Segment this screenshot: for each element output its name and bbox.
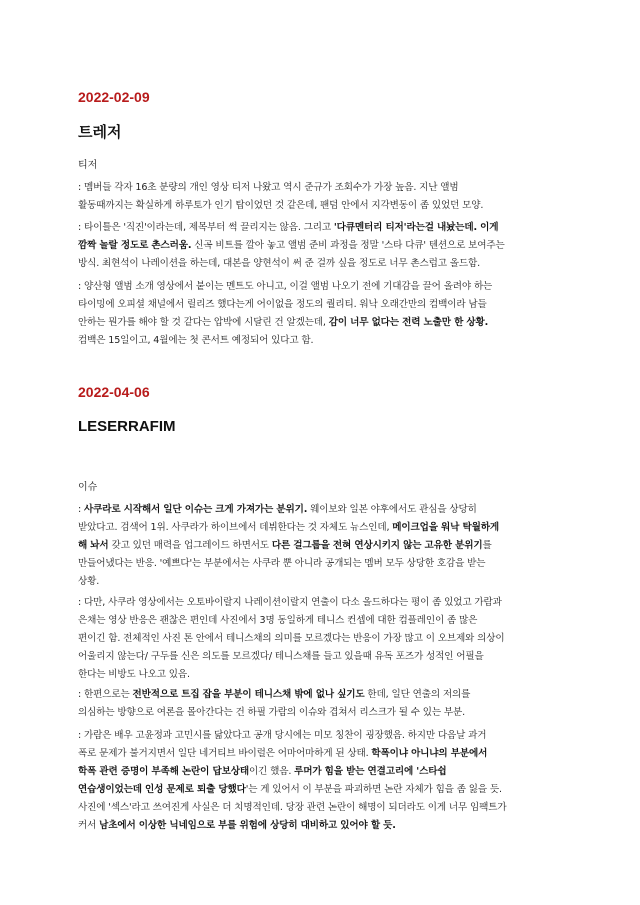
text-run: : 타이틀은 '직진'이라는데, 제목부터 썩 끌리지는 않음. 그리고 xyxy=(78,222,334,233)
paragraph-line xyxy=(78,237,568,255)
paragraph-line xyxy=(78,179,568,197)
paragraph-line xyxy=(78,666,568,684)
paragraph-line xyxy=(78,763,568,781)
bold-text: '다큐멘터리 티저'라는걸 내놨는데. 이게 xyxy=(333,222,499,233)
paragraph xyxy=(78,219,568,273)
bold-text: 남초에서 이상한 닉네임으로 부를 위험에 상당히 대비하고 있어야 할 듯. xyxy=(99,820,396,831)
bold-text: 학폭이냐 아니냐의 부분에서 xyxy=(371,748,488,759)
text-run: 를 xyxy=(482,540,492,551)
paragraph-line xyxy=(78,314,568,332)
text-run: : 가람은 배우 고윤정과 고민시를 닮았다고 공개 당시에는 미모 칭찬이 굉장했음. 하지만 다음날 과거 xyxy=(78,730,487,741)
bold-text: 루머가 힘을 받는 연결고리에 '스타쉽 xyxy=(294,766,447,777)
section-title: 트레저 xyxy=(78,124,122,141)
bold-text: 학폭 관련 증명이 부족해 논란이 답보상태 xyxy=(78,766,249,777)
paragraph-line xyxy=(78,278,568,296)
text-run: 만들어냈다는 반응. '예쁘다'는 부분에서는 사쿠라 뿐 아니라 공개되는 멤버 모두 상당한 호감을 받는 xyxy=(78,558,486,569)
bold-text: 사쿠라로 시작해서 일단 이슈는 크게 가져가는 분위기. xyxy=(83,504,308,515)
paragraph-line xyxy=(78,781,568,799)
text-run: : xyxy=(78,504,84,515)
paragraph-line xyxy=(78,648,568,666)
bold-text: 해 놔서 xyxy=(78,540,109,551)
paragraph-line xyxy=(78,555,568,573)
paragraph-line xyxy=(78,630,568,648)
paragraph-line xyxy=(78,537,568,555)
paragraph-line xyxy=(78,255,568,273)
text-run: 은채는 영상 반응은 괜찮은 편인데 사진에서 3명 동일하게 테니스 컨셉에 대한 컴플레인이 좀 많은 xyxy=(78,615,478,626)
text-run: 타이밍에 오피셜 채널에서 릴리즈 했다는게 어이없을 정도의 퀄리티. 워낙 오래간만의 컴백이라 남들 xyxy=(78,299,487,310)
text-run: 이긴 했음. xyxy=(248,766,295,777)
text-run: 상황. xyxy=(78,576,100,587)
bold-text: 연습생이었는데 인성 문제로 퇴출 당했다 xyxy=(78,784,246,795)
bold-text: 다른 걸그룹을 전혀 연상시키지 않는 고유한 분위기 xyxy=(271,540,483,551)
text-run: 방식. 최현석이 나레이션을 하는데, 대본을 양현석이 써 준 걸까 싶을 정도로 너무 촌스럽고 올드함. xyxy=(78,258,480,269)
paragraph-line xyxy=(78,612,568,630)
paragraph-line xyxy=(78,573,568,591)
paragraph-line xyxy=(78,594,568,612)
paragraph-line xyxy=(78,197,568,215)
text-run: 활동때까지는 확실하게 하루토가 인기 탑이었던 것 같은데, 팬덤 안에서 지각변동이 좀 있었던 모양. xyxy=(78,200,484,211)
bold-text: 메이크업을 워낙 탁월하게 xyxy=(392,522,499,533)
text-run: 폭로 문제가 불거지면서 일단 네거티브 바이럴은 어마어마하게 된 상태. xyxy=(78,748,372,759)
paragraph-line xyxy=(78,704,568,722)
bold-text: 감이 너무 없다는 전력 노출만 한 상황. xyxy=(328,317,489,328)
paragraph xyxy=(78,179,568,215)
text-run: 한다는 비방도 나오고 있음. xyxy=(78,669,190,680)
text-run: 어울리지 않는다/ 구두를 신은 의도를 모르겠다/ 테니스채를 들고 있을때 유독 포즈가 성적인 어필을 xyxy=(78,651,484,662)
bold-text: 깜짝 놀랄 정도로 촌스러움. xyxy=(78,240,192,251)
paragraph-line xyxy=(78,332,568,350)
paragraph-line xyxy=(78,727,568,745)
text-run: 갖고 있던 매력을 업그레이드 하면서도 xyxy=(108,540,272,551)
text-run: 의심하는 방향으로 여론을 몰아간다는 건 하필 가람의 이슈와 겹쳐서 리스크가 될 수 있는 부분. xyxy=(78,707,466,718)
text-run: : 멤버들 각자 16초 분량의 개인 영상 티저 나왔고 역시 준규가 조회수가 가장 높음. 지난 앨범 xyxy=(78,182,459,193)
paragraph-line xyxy=(78,296,568,314)
text-run: '는 게 있어서 이 부분을 파괴하면 논란 자체가 힘을 좀 잃을 듯. xyxy=(245,784,502,795)
paragraph-line xyxy=(78,219,568,237)
text-run: 웨이보와 일본 야후에서도 관심을 상당히 xyxy=(307,504,477,515)
section-date: 2022-04-06 xyxy=(78,384,150,400)
section-subhead: 티저 xyxy=(78,160,98,171)
paragraph xyxy=(78,727,568,835)
paragraph-line xyxy=(78,501,568,519)
text-run: 한데, 일단 연출의 저의를 xyxy=(364,689,471,700)
text-run: 컴백은 15일이고, 4월에는 첫 콘서트 예정되어 있다고 함. xyxy=(78,335,314,346)
text-run: 받았다고. 검색어 1위. 사쿠라가 하이브에서 데뷔한다는 것 자체도 뉴스인데, xyxy=(78,522,393,533)
paragraph-line xyxy=(78,519,568,537)
section-title: LESERRAFIM xyxy=(78,418,176,435)
paragraph xyxy=(78,501,568,591)
section-date: 2022-02-09 xyxy=(78,89,150,105)
text-run: : 한편으로는 xyxy=(78,689,133,700)
text-run: 사진에 '섹스'라고 쓰여진게 사실은 더 치명적인데. 당장 관련 논란이 해명이 되더라도 이게 너무 임팩트가 xyxy=(78,802,507,813)
paragraph-line xyxy=(78,817,568,835)
text-run: : 양산형 앨범 소개 영상에서 붙이는 멘트도 아니고, 이걸 앨범 나오기 전에 기대감을 끌어 올려야 하는 xyxy=(78,281,493,292)
paragraph xyxy=(78,594,568,684)
text-run: 커서 xyxy=(78,820,100,831)
text-run: 신곡 비트를 깔아 놓고 앨범 준비 과정을 정말 '스타 다큐' 텐션으로 보여주는 xyxy=(191,240,505,251)
text-run: 편이긴 함. 전체적인 사진 톤 안에서 테니스채의 의미를 모르겠다는 반응이 가장 많고 이 오브제와 의상이 xyxy=(78,633,505,644)
text-run: 안하는 뭔가를 해야 할 것 같다는 압박에 시달린 건 알겠는데, xyxy=(78,317,329,328)
paragraph xyxy=(78,686,568,722)
paragraph xyxy=(78,278,568,350)
text-run: : 다만, 사쿠라 영상에서는 오토바이랄지 나레이션이랄지 연출이 다소 올드하다는 평이 좀 있었고 가람과 xyxy=(78,597,502,608)
paragraph-line xyxy=(78,745,568,763)
section-subhead: 이슈 xyxy=(78,482,98,493)
bold-text: 전반적으로 트집 잡을 부분이 테니스채 밖에 없나 싶기도 xyxy=(132,689,365,700)
paragraph-line xyxy=(78,799,568,817)
paragraph-line xyxy=(78,686,568,704)
